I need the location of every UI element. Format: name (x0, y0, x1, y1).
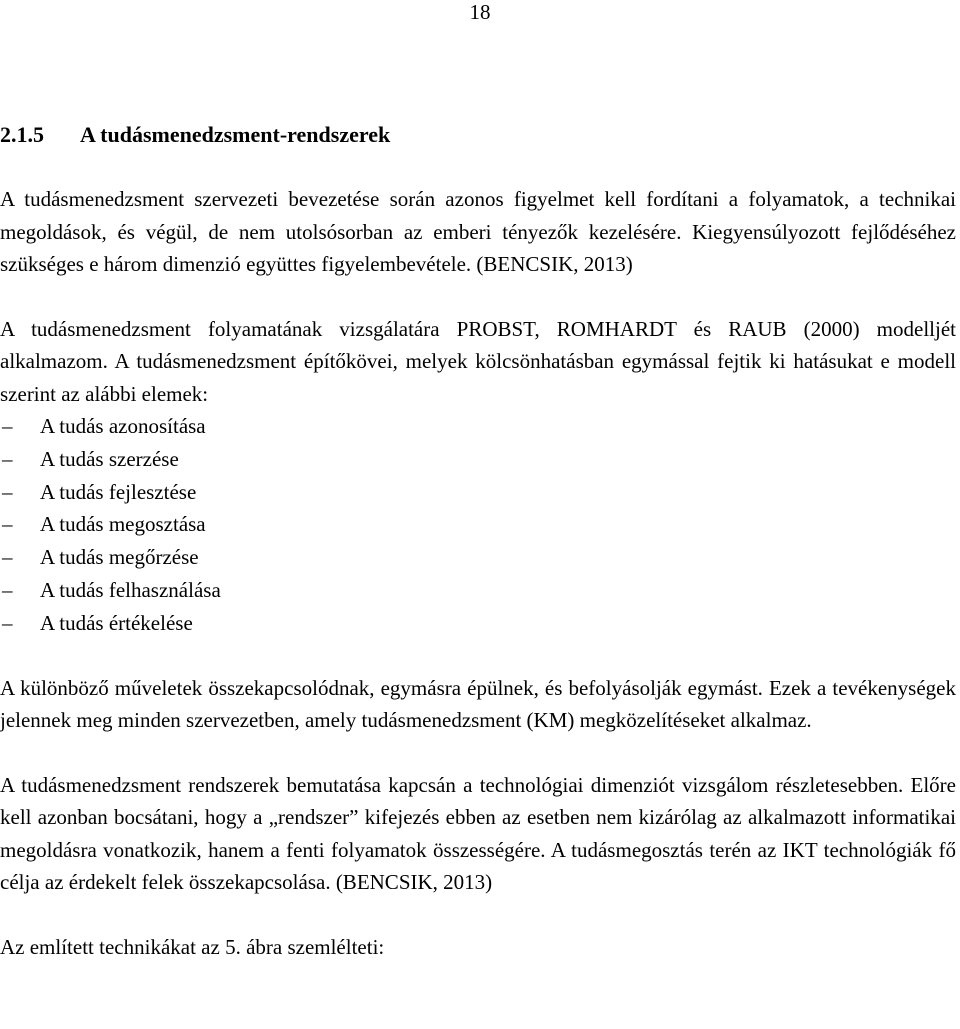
section-number: 2.1.5 (0, 122, 44, 147)
dash-icon: – (2, 610, 13, 635)
section-heading (0, 120, 956, 150)
dash-icon: – (2, 545, 13, 570)
dash-icon: – (2, 414, 13, 438)
dash-icon: – (2, 512, 13, 537)
list-item: – A tudás felhasználása (0, 574, 956, 607)
building-blocks-list (0, 410, 956, 640)
list-item: – A tudás megőrzése (0, 541, 956, 574)
list-item: – A tudás azonosítása (0, 410, 956, 443)
page-number: 18 (469, 0, 491, 24)
list-item: – A tudás fejlesztése (0, 476, 956, 509)
list-item: – A tudás értékelése (0, 607, 956, 640)
paragraph-operations: A különböző műveletek összekapcsolódnak, egymásra épülnek, és befolyásolják egymást. Ezek a tevékenységek jelennek meg minden szervezetben, amely tudásmenedzsment (KM) megközelítéseket alkalmaz. (0, 675, 956, 733)
list-item: – A tudás szerzése (0, 443, 956, 476)
paragraph-figure-intro: Az említett technikákat az 5. ábra szemlélteti: (0, 934, 385, 959)
list-item: – A tudás megosztása (0, 508, 956, 541)
dash-icon: – (2, 577, 13, 602)
paragraph-model: A tudásmenedzsment folyamatának vizsgálatára PROBST, ROMHARDT és RAUB (2000) modelljét alkalmazom. A tudásmenedzsment építőkövei, melyek kölcsönhatásban egymással fejtik ki hatásukat e modell szerint az alábbi elemek: (0, 316, 956, 406)
dash-icon: – (2, 479, 13, 504)
document-body (0, 120, 956, 963)
paragraph-intro: A tudásmenedzsment szervezeti bevezetése során azonos figyelmet kell fordítani a folyamatok, a technikai megoldások, és végül, de nem utolsósorban az emberi tényezők kezelésére. Kiegyensúlyozott fejlődéséhez szükséges e három dimenzió együttes figyelembevétele. (BENCSIK, 2013) (0, 187, 956, 276)
paragraph-technology: A tudásmenedzsment rendszerek bemutatása kapcsán a technológiai dimenziót vizsgálom részletesebben. Előre kell azonban bocsátani, hogy a „rendszer” kifejezés ebben az esetben nem kizárólag az alkalmazott informatikai megoldásra vonatkozik, hanem a fenti folyamatok összességére. A tudásmegosztás terén az IKT technológiák fő célja az érdekelt felek összekapcsolása. (BENCSIK, 2013) (0, 772, 956, 895)
dash-icon: – (2, 446, 13, 471)
section-title: A tudásmenedzsment-rendszerek (80, 122, 391, 147)
